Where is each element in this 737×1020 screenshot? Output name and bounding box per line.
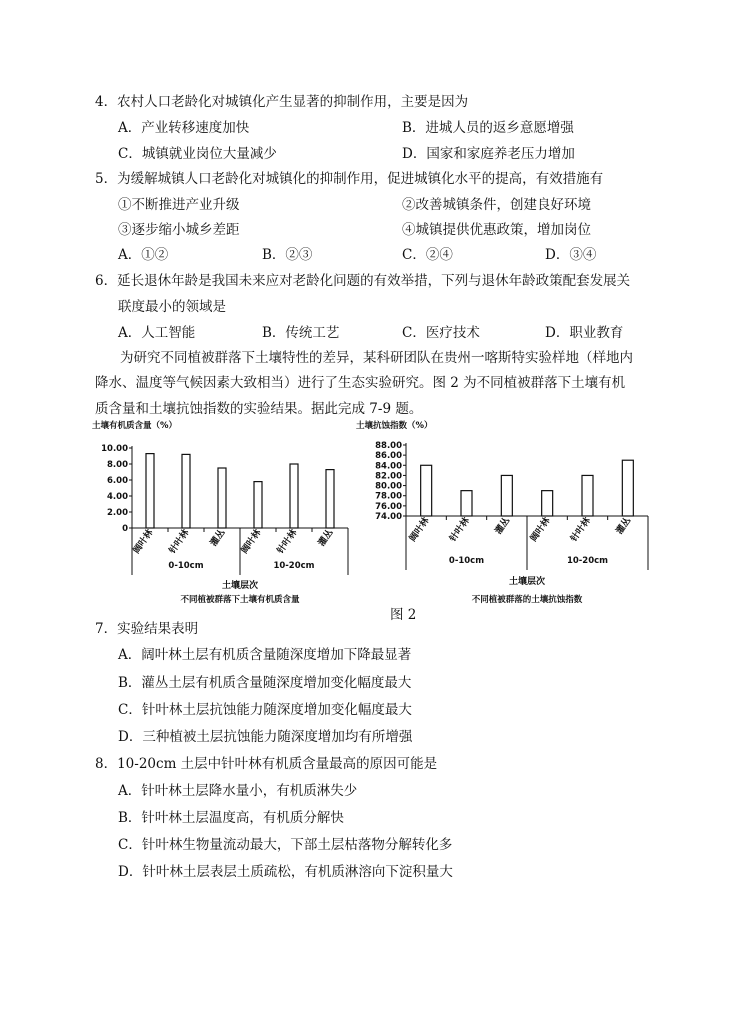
x-category-label: 针叶林 xyxy=(275,527,300,556)
bar xyxy=(421,465,432,516)
bar xyxy=(218,468,226,528)
y-tick-label: 84.00 xyxy=(375,461,402,472)
q5-stem: 5．为缓解城镇人口老龄化对城镇化的抑制作用，促进城镇化水平的提高，有效措施有 xyxy=(95,171,604,187)
q6-option-c: C．医疗技术 xyxy=(402,325,480,341)
q8-stem: 8．10-20cm 土层中针叶林有机质含量最高的原因可能是 xyxy=(95,756,438,772)
x-axis-title: 土壤层次 xyxy=(221,581,259,591)
chart-title: 不同植被群落下土壤有机质含量 xyxy=(180,595,300,605)
x-category-label: 针叶林 xyxy=(167,527,192,556)
q5-option-b: B．②③ xyxy=(262,247,313,263)
x-category-label: 阔叶林 xyxy=(407,515,432,544)
x-category-label: 灌丛 xyxy=(316,527,336,549)
q4-stem: 4．农村人口老龄化对城镇化产生显著的抑制作用，主要是因为 xyxy=(95,94,469,110)
y-tick-label: 78.00 xyxy=(375,491,402,502)
x-category-label: 灌丛 xyxy=(208,527,228,549)
q5-choice-2: ②改善城镇条件，创建良好环境 xyxy=(402,197,591,213)
bar xyxy=(254,482,262,528)
q7-stem: 7．实验结果表明 xyxy=(95,621,199,637)
bar xyxy=(182,454,190,528)
q5-choice-4: ④城镇提供优惠政策，增加岗位 xyxy=(402,222,591,238)
y-tick-label: 74.00 xyxy=(375,512,402,522)
q7-option-a: A．阔叶林土层有机质含量随深度增加下降最显著 xyxy=(118,647,412,663)
erosion-index-chart-svg xyxy=(350,418,665,613)
q6-option-a: A．人工智能 xyxy=(118,325,196,341)
bar xyxy=(461,491,472,516)
q7-option-b: B．灌丛土层有机质含量随深度增加变化幅度最大 xyxy=(118,675,412,691)
y-tick-label: 88.00 xyxy=(375,441,402,451)
bar xyxy=(582,475,593,516)
q5-option-c: C．②④ xyxy=(402,247,453,263)
y-axis-title: 土壤有机质含量（%） xyxy=(92,421,178,431)
q8-option-b: B．针叶林土层温度高，有机质分解快 xyxy=(118,810,344,826)
x-category-label: 针叶林 xyxy=(569,515,593,544)
x-category-label: 灌丛 xyxy=(493,515,513,537)
x-category-label: 灌丛 xyxy=(614,515,634,537)
q6-option-d: D．职业教育 xyxy=(545,325,624,341)
group-label: 0-10cm xyxy=(448,556,485,566)
organic-matter-chart-svg xyxy=(90,418,365,613)
q8-option-c: C．针叶林生物量流动最大，下部土层枯落物分解转化多 xyxy=(118,837,453,853)
y-tick-label: 2.00 xyxy=(107,508,128,518)
y-tick-label: 76.00 xyxy=(375,501,402,512)
group-label: 0-10cm xyxy=(168,561,204,571)
y-tick-label: 4.00 xyxy=(107,492,128,502)
figure-label: 图 2 xyxy=(390,607,417,623)
x-category-label: 针叶林 xyxy=(448,515,472,544)
bar xyxy=(622,460,633,516)
y-tick-label: 0 xyxy=(122,524,128,534)
x-category-label: 阔叶林 xyxy=(131,527,156,556)
q5-choice-1: ①不断推进产业升级 xyxy=(118,197,240,213)
q4-option-a: A．产业转移速度加快 xyxy=(118,120,250,136)
q5-option-d: D．③④ xyxy=(545,247,597,263)
intro-line2: 降水、温度等气候因素大致相当）进行了生态实验研究。图 2 为不同植被群落下土壤有机 xyxy=(95,375,626,391)
q8-option-a: A．针叶林土层降水量小，有机质淋失少 xyxy=(118,783,358,799)
q5-choice-3: ③逐步缩小城乡差距 xyxy=(118,222,240,238)
q4-option-d: D．国家和家庭养老压力增加 xyxy=(402,146,575,162)
group-label: 10-20cm xyxy=(273,561,315,571)
q5-option-a: A．①② xyxy=(118,247,169,263)
chart-title: 不同植被群落的土壤抗蚀指数 xyxy=(471,595,583,605)
q8-option-d: D．针叶林土层表层土质疏松，有机质淋溶向下淀积量大 xyxy=(118,864,453,880)
q7-option-d: D．三种植被土层抗蚀能力随深度增加均有所增强 xyxy=(118,729,413,745)
q7-option-c: C．针叶林土层抗蚀能力随深度增加变化幅度最大 xyxy=(118,702,412,718)
x-axis-title: 土壤层次 xyxy=(508,577,546,587)
q6-option-b: B．传统工艺 xyxy=(262,325,340,341)
y-tick-label: 6.00 xyxy=(107,476,128,486)
y-tick-label: 80.00 xyxy=(375,481,402,492)
x-category-label: 阔叶林 xyxy=(528,515,553,544)
y-tick-label: 86.00 xyxy=(375,451,402,462)
q6-stem-line2: 联度最小的领域是 xyxy=(118,299,226,315)
intro-line3: 质含量和土壤抗蚀指数的实验结果。据此完成 7-9 题。 xyxy=(95,401,423,417)
organic-matter-chart xyxy=(90,418,365,613)
bar xyxy=(290,464,298,528)
q6-stem-line1: 6．延长退休年龄是我国未来应对老龄化问题的有效举措，下列与退休年龄政策配套发展关 xyxy=(95,273,631,289)
group-label: 10-20cm xyxy=(566,556,609,566)
y-axis-title: 土壤抗蚀指数（%） xyxy=(356,421,433,431)
erosion-index-chart xyxy=(350,418,665,613)
bar xyxy=(542,491,553,516)
y-tick-label: 82.00 xyxy=(375,471,402,482)
q4-option-c: C．城镇就业岗位大量减少 xyxy=(118,146,277,162)
bar xyxy=(501,475,512,516)
bar xyxy=(326,470,334,528)
bar xyxy=(146,454,154,528)
x-category-label: 阔叶林 xyxy=(239,527,264,556)
y-tick-label: 10.00 xyxy=(101,444,128,454)
y-tick-label: 8.00 xyxy=(107,460,128,470)
q4-option-b: B．进城人员的返乡意愿增强 xyxy=(402,120,574,136)
intro-line1: 为研究不同植被群落下土壤特性的差异，某科研团队在贵州一喀斯特实验样地（样地内 xyxy=(120,350,633,366)
